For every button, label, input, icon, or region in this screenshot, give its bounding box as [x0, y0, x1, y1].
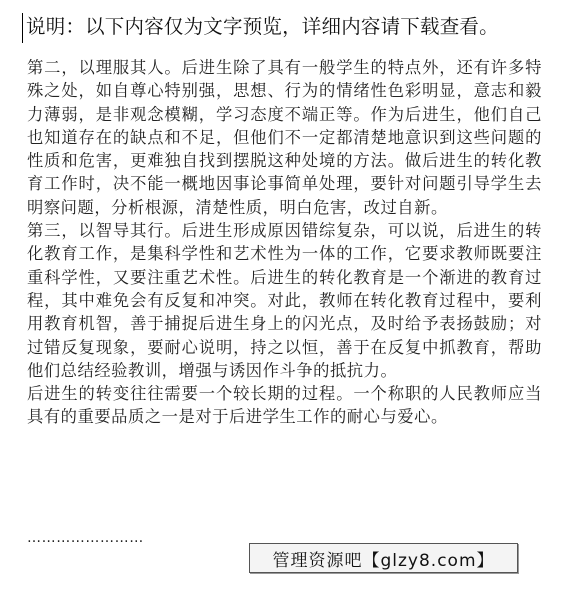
paragraph-conclusion: 后进生的转变往往需要一个较长期的过程。一个称职的人民教师应当具有的重要品质之一是对于后进学生工作的耐心与爱心。: [27, 384, 542, 427]
preview-notice: 说明：以下内容仅为文字预览，详细内容请下载查看。: [26, 15, 499, 38]
document-body: [27, 56, 542, 429]
paragraph-second: 第二，以理服其人。后进生除了具有一般学生的特点外，还有许多特殊之处，如自尊心特别强，思想、行为的情绪性色彩明显，意志和毅力薄弱，是非观念模糊，学习态度不端正等。作为后进生，他们自己也知道存在的缺点和不足，但他们不一定都清楚地意识到这些问题的性质和危害，更难独自找到摆脱这种处境的方法。做后进生的转化教育工作时，决不能一概地因事论事简单处理，要针对问题引导学生去明察问题，分析根源，清楚性质，明白危害，改过自新。: [27, 58, 542, 217]
text-cursor: [22, 13, 23, 43]
ellipsis-divider: ……………………: [27, 530, 144, 546]
site-badge: 管理资源吧【glzy8.com】: [249, 543, 518, 573]
paragraph-third: 第三，以智导其行。后进生形成原因错综复杂，可以说，后进生的转化教育工作，是集科学性和艺术性为一体的工作，它要求教师既要注重科学性，又要注重艺术性。后进生的转化教育是一个渐进的教育过程，其中难免会有反复和冲突。对此，教师在转化教育过程中，要利用教育机智，善于捕捉后进生身上的闪光点，及时给予表扬鼓励；对过错反复现象，要耐心说明，持之以恒，善于在反复中抓教育，帮助他们总结经验教训，增强与诱因作斗争的抵抗力。: [27, 221, 542, 380]
